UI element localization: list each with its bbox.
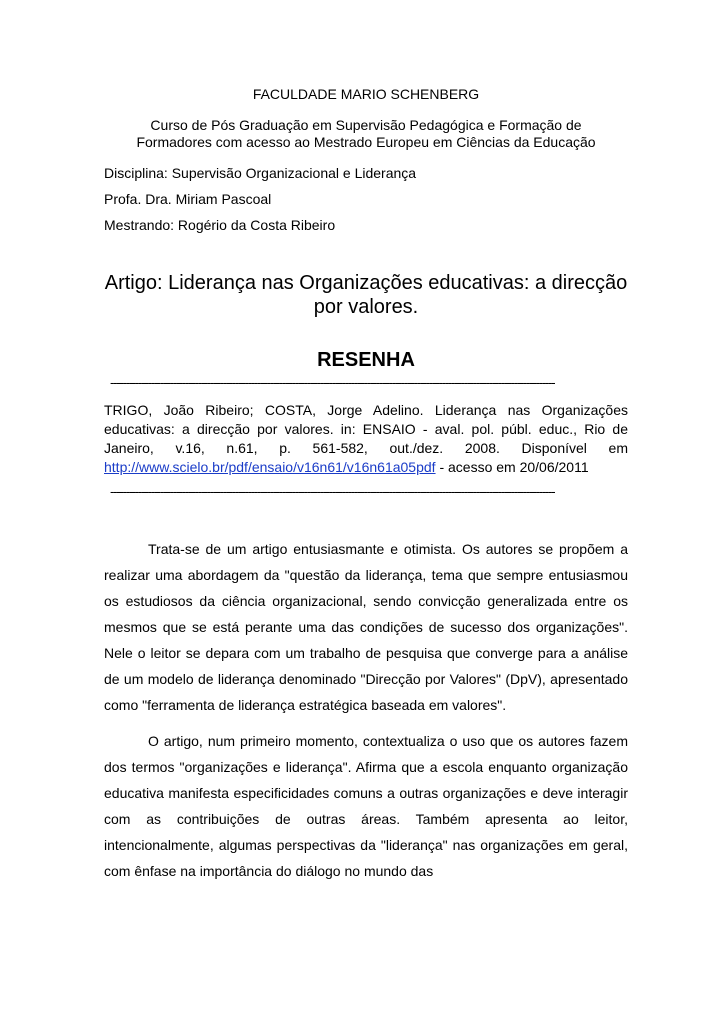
reference-link[interactable]: http://www.scielo.br/pdf/ensaio/v16n61/v16n61a05pdf bbox=[104, 459, 436, 475]
discipline-line: Disciplina: Supervisão Organizacional e Liderança bbox=[104, 165, 417, 181]
divider-bottom: ---------------------------------------------------------------------------------------------------------------------------------------------- bbox=[110, 485, 555, 499]
professor-line: Profa. Dra. Miriam Pascoal bbox=[104, 191, 272, 207]
student-line: Mestrando: Rogério da Costa Ribeiro bbox=[104, 217, 336, 233]
article-title-line-2: por valores. bbox=[313, 296, 419, 318]
body-paragraph-2: O artigo, num primeiro momento, contextualiza o uso que os autores fazem dos termos "organizações e liderança". Afirma que a escola enquanto organização educativa manifesta especificidades comuns a outras organizações e deve interagir com as contribuições de outras áreas. Também apresenta ao leitor, intencionalmente, algumas perspectivas da "liderança" nas organizações em geral, com ênfase na importância do diálogo no mundo das bbox=[104, 733, 628, 879]
divider-top: ---------------------------------------------------------------------------------------------------------------------------------------------- bbox=[110, 376, 555, 390]
reference-text: TRIGO, João Ribeiro; COSTA, Jorge Adelino. Liderança nas Organizações educativas: a direcção por valores. in: ENSAIO - aval. pol. públ. educ., Rio de Janeiro, v.16, n.61, p. 561-582, out./dez. 2008. Disponível em bbox=[104, 402, 628, 456]
article-title bbox=[104, 271, 628, 319]
bibliographic-reference bbox=[104, 401, 628, 477]
section-heading: RESENHA bbox=[317, 349, 415, 371]
course-line-2: Formadores com acesso ao Mestrado Europeu em Ciências da Educação bbox=[136, 134, 596, 150]
page-content bbox=[104, 86, 628, 884]
body-paragraph-1: Trata-se de um artigo entusiasmante e otimista. Os autores se propõem a realizar uma abordagem da "questão da liderança, tema que sempre entusiasmou os estudiosos da ciência organizacional, sendo convicção generalizada entre os mesmos que se está perante uma das condições de sucesso dos organizações". Nele o leitor se depara com um trabalho de pesquisa que converge para a análise de um modelo de liderança denominado "Direcção por Valores" (DpV), apresentado como "ferramenta de liderança estratégica baseada em valores". bbox=[104, 541, 628, 713]
course-description bbox=[104, 117, 628, 151]
article-title-line-1: Artigo: Liderança nas Organizações educativas: a direcção bbox=[104, 272, 628, 294]
reference-access-date: - acesso em 20/06/2011 bbox=[435, 459, 589, 475]
institution-name: FACULDADE MARIO SCHENBERG bbox=[252, 86, 480, 102]
course-line-1: Curso de Pós Graduação em Supervisão Pedagógica e Formação de bbox=[150, 117, 582, 133]
